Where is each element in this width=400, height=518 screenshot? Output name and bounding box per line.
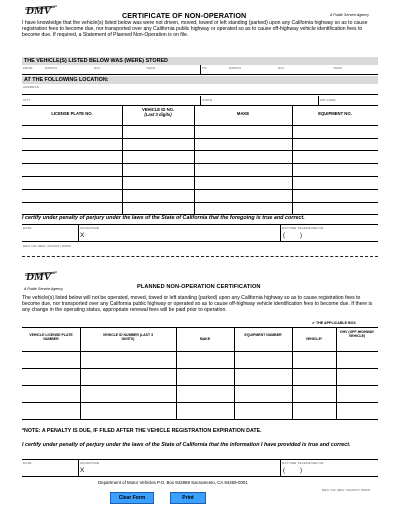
year-label-2: YEAR [333,66,342,70]
from-label: FROM [23,66,33,70]
planned-title: PLANNED NON-OPERATION CERTIFICATION [137,284,261,290]
col2-ohv: OHV (OFF-HIGHWAY VEHICLE) [339,330,375,339]
dmv-logo [24,5,58,18]
page-title: CERTIFICATE OF NON-OPERATION [122,11,247,20]
statement-paragraph: I have knowledge that the vehicle(s) listed below was were not driven, moved, towed or left standing (parked) upon any California highway so as to cause registration fees to become due, nor transported over any California public highway or operated so as to cause off-highway vehicle identification fees to become due. If required, a Statement of Planned Non-Operation is on file. [22,20,368,39]
dmv-logo-text: DMV [26,5,52,17]
signature-label: SIGNATURE [80,226,100,230]
month-label-2: MONTH [229,66,241,70]
phone-label-2: DAYTIME TELEPHONE NO. [282,461,325,465]
day-label: DAY [94,66,101,70]
signature-label-2: SIGNATURE [80,461,100,465]
certify-statement-2: I certify under penalty of perjury under the laws of the State of California that the information I have provided is true and correct. [22,442,351,448]
col-license-plate: LICENSE PLATE NO. [51,111,93,116]
applicable-box-label: ✔ THE APPLICABLE BOX [312,321,356,325]
col2-vehicle-id: VEHICLE ID NUMBER (LAST 3 DIGITS) [102,333,154,342]
phone-label: DAYTIME TELEPHONE NO. [282,226,325,230]
phone-paren-open-2: ( [283,468,285,474]
stored-bar: THE VEHICLE(S) LISTED BELOW WAS (WERE) STORED [22,57,378,65]
col2-license-plate: VEHICLE LICENSE PLATE NUMBER [29,333,73,342]
penalty-note: *NOTE: A PENALTY IS DUE, IF FILED AFTER THE VEHICLE REGISTRATION EXPIRATION DATE. [22,428,262,434]
signature-x-2: X [80,467,85,474]
phone-paren-open: ( [283,233,285,239]
phone-paren-close-2: ) [300,468,302,474]
agency-tagline: A Public Service Agency [330,13,369,17]
year-label: YEAR [146,66,155,70]
col-vehicle-id: VEHICLE ID NO. [141,107,175,112]
address-label: ADDRESS [23,85,39,89]
date-label-2: DATE [23,461,32,465]
day-label-2: DAY [278,66,285,70]
city-label: CITY [23,98,31,102]
agency-tagline-2: A Public Service Agency [24,287,63,291]
form-number: REG 102 (REV. 09/2007) WWW [23,244,72,248]
to-label: TO [202,66,207,70]
phone-paren-close: ) [300,233,302,239]
print-button[interactable]: Print [170,492,206,504]
zip-label: ZIP CODE [320,98,336,102]
planned-paragraph: The vehicle(s) listed below will not be operated, moved, towed or left standing (parked) upon any California highway so as to cause registration fees to become due, nor transported over any California public highway or operated so as to cause off-highway vehicle identification fees to become due. If there is any change in the operating status, appropriate renewal fees will be paid prior to operation. [22,295,373,314]
location-bar: AT THE FOLLOWING LOCATION: [22,76,378,84]
col-vehicle-id-sub: (Last 3 digits) [144,112,172,117]
from-to-line [22,74,378,75]
dmv-logo-text-2: DMV [26,271,52,283]
col2-vehicle: VEHICLE* [305,337,323,341]
col2-make: MAKE [199,337,211,341]
col-make: MAKE [236,111,250,116]
certify-statement: I certify under penalty of perjury under the laws of the State of California that the foregoing is true and correct. [22,215,305,221]
cut-line [22,256,378,257]
dmv-logo-2 [24,271,58,284]
dmv-address: Department of Motor Vehicles P.O. Box 942869 Sacramento, CA 94269-0001 [98,480,248,485]
col-equipment: EQUIPMENT NO. [318,111,352,116]
address-line [22,94,378,95]
clear-form-button[interactable]: Clear Form [110,492,154,504]
form-number-2: REG 102 (REV. 09/2007) WWW [322,488,371,492]
month-label: MONTH [45,66,57,70]
state-label: STATE [202,98,213,102]
col2-equipment: EQUIPMENT NUMBER [244,333,282,337]
date-label: DATE [23,226,32,230]
signature-x: X [80,232,85,239]
